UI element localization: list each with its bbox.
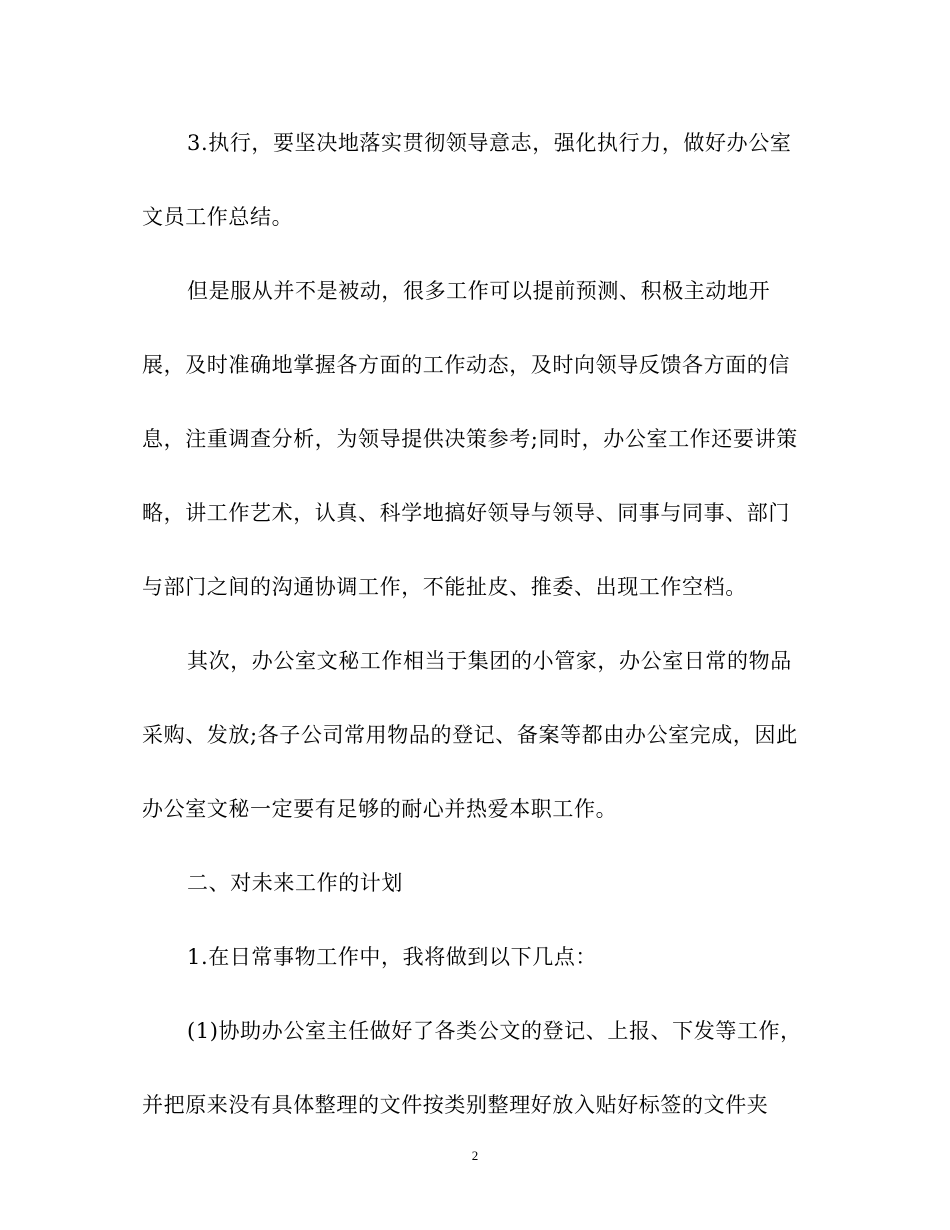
paragraph-line: 采购、发放;各子公司常用物品的登记、备案等都由办公室完成，因此	[142, 723, 798, 747]
paragraph-line: 但是服从并不是被动，很多工作可以提前预测、积极主动地开	[187, 279, 771, 303]
section-heading: 二、对未来工作的计划	[187, 871, 403, 895]
paragraph-line: 略，讲工作艺术，认真、科学地搞好领导与领导、同事与同事、部门	[142, 501, 790, 525]
paragraph-line: 息，注重调查分析，为领导提供决策参考;同时，办公室工作还要讲策	[142, 427, 798, 451]
paragraph-line: 办公室文秘一定要有足够的耐心并热爱本职工作。	[142, 797, 618, 821]
paragraph-line: 3.执行，要坚决地落实贯彻领导意志，强化执行力，做好办公室	[187, 131, 792, 155]
paragraph-line: 与部门之间的沟通协调工作，不能扯皮、推委、出现工作空档。	[142, 575, 747, 599]
paragraph-line: (1)协助办公室主任做好了各类公文的登记、上报、下发等工作，	[187, 1019, 802, 1043]
paragraph-line: 1.在日常事物工作中，我将做到以下几点：	[187, 945, 598, 969]
paragraph-line: 并把原来没有具体整理的文件按类别整理好放入贴好标签的文件夹	[142, 1093, 769, 1117]
paragraph-line: 其次，办公室文秘工作相当于集团的小管家，办公室日常的物品	[187, 649, 792, 673]
paragraph-line: 展，及时准确地掌握各方面的工作动态，及时向领导反馈各方面的信	[142, 353, 790, 377]
paragraph-line: 文员工作总结。	[142, 205, 294, 229]
page-number: 2	[471, 1148, 479, 1163]
